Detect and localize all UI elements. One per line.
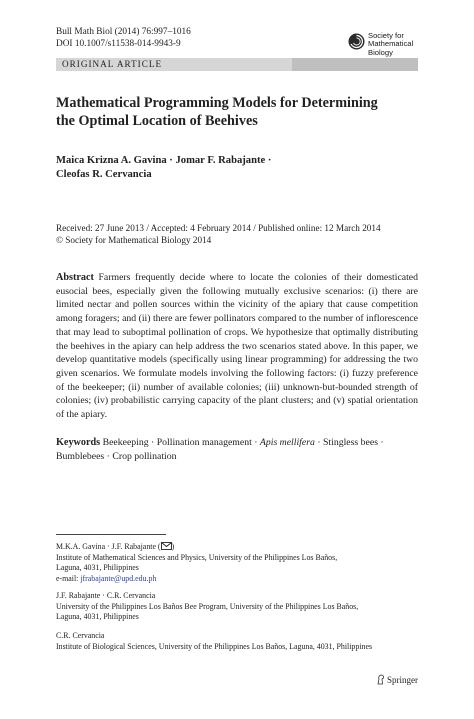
paper-title	[56, 95, 418, 130]
affiliation-block-3	[56, 631, 418, 652]
email-label: e-mail:	[56, 573, 81, 583]
society-logo-icon	[348, 33, 365, 50]
logo-line-1: Society for	[368, 31, 404, 40]
publication-dates	[56, 222, 418, 246]
logo-line-3: Biology	[368, 47, 393, 57]
author-list	[56, 154, 418, 181]
abstract-text: Farmers frequently decide where to locate the colonies of their domesticated eusocial bees, especially given the following mutually exclusive scenarios: (i) there are limited nectar and pollen sources within the vicinity of the apiary that cause competition among foragers; and (ii) there are fewer pollinators compared to the number of inflorescence that may lead to suboptimal pollination of crops. We hypothesize that optimally distributing the beehives in the apiary can help address the two scenarios stated above. In this paper, we develop quantitative models (specifically using linear programming) for addressing the two given scenarios. We formulate models involving the following factors: (i) fuzzy preference of the beekeeper; (ii) number of available colonies; (iii) unknown-but-bounded strength of colonies; (iv) probabilistic carrying capacity of the plant clusters; and (v) spatial orientation of the apiary.	[56, 272, 419, 421]
footnote-rule	[56, 534, 166, 535]
affiliation-2-address: Laguna, 4031, Philippines	[56, 612, 139, 621]
publisher-name: Springer	[387, 675, 418, 685]
affiliation-block-2	[56, 591, 418, 623]
abstract	[56, 271, 418, 422]
title-line-2: the Optimal Location of Beehives	[56, 112, 258, 129]
journal-citation: Bull Math Biol (2014) 76:997–1016	[56, 27, 191, 37]
doi-line: DOI 10.1007/s11538-014-9943-9	[56, 39, 181, 49]
keywords-text-1: Beekeeping · Pollination management ·	[102, 437, 260, 448]
keywords-text-2: · Stingless bees · Bumblebees · Crop pollination	[56, 437, 384, 462]
affiliation-1-names: M.K.A. Gavina · J.F. Rabajante (	[56, 542, 161, 551]
logo-line-2: Mathematical	[368, 39, 414, 49]
affiliation-2-institution: University of the Philippines Los Baños Bee Program, University of the Philippines Los Baños,	[56, 601, 359, 611]
affiliation-3-names: C.R. Cervancia	[56, 631, 105, 640]
society-logo	[348, 31, 428, 57]
abstract-heading: Abstract	[56, 272, 94, 283]
article-type-bar-extension	[292, 58, 418, 71]
keywords	[56, 436, 418, 463]
affiliation-1-address: Laguna, 4031, Philippines	[56, 563, 139, 572]
copyright-line: © Society for Mathematical Biology 2014	[56, 235, 212, 245]
keywords-heading: Keywords	[56, 437, 101, 448]
affiliation-1-names-close: )	[171, 542, 175, 551]
affiliation-2-names: J.F. Rabajante · C.R. Cervancia	[56, 591, 156, 600]
author-line-2: Cleofas R. Cervancia	[56, 168, 152, 180]
affiliation-3-institution: Institute of Biological Sciences, University of the Philippines Los Baños, Laguna, 4031, Philippines	[56, 641, 373, 651]
author-line-1: Maica Krizna A. Gavina · Jomar F. Rabajante ·	[56, 155, 272, 166]
article-type-bar	[56, 58, 292, 71]
email-link[interactable]: jfrabajante@upd.edu.ph	[80, 573, 157, 583]
publisher-mark	[376, 674, 418, 685]
envelope-icon	[161, 542, 172, 550]
title-line-1: Mathematical Programming Models for Determining	[56, 95, 378, 111]
article-type-label: ORIGINAL ARTICLE	[62, 59, 163, 69]
keywords-italic-term: Apis mellifera	[259, 437, 315, 448]
affiliation-1-institution: Institute of Mathematical Sciences and Physics, University of the Philippines Los Baños,	[56, 552, 338, 562]
springer-horse-icon	[376, 674, 385, 685]
affiliation-block-1	[56, 542, 418, 584]
dates-line: Received: 27 June 2013 / Accepted: 4 February 2014 / Published online: 12 March 2014	[56, 223, 381, 233]
